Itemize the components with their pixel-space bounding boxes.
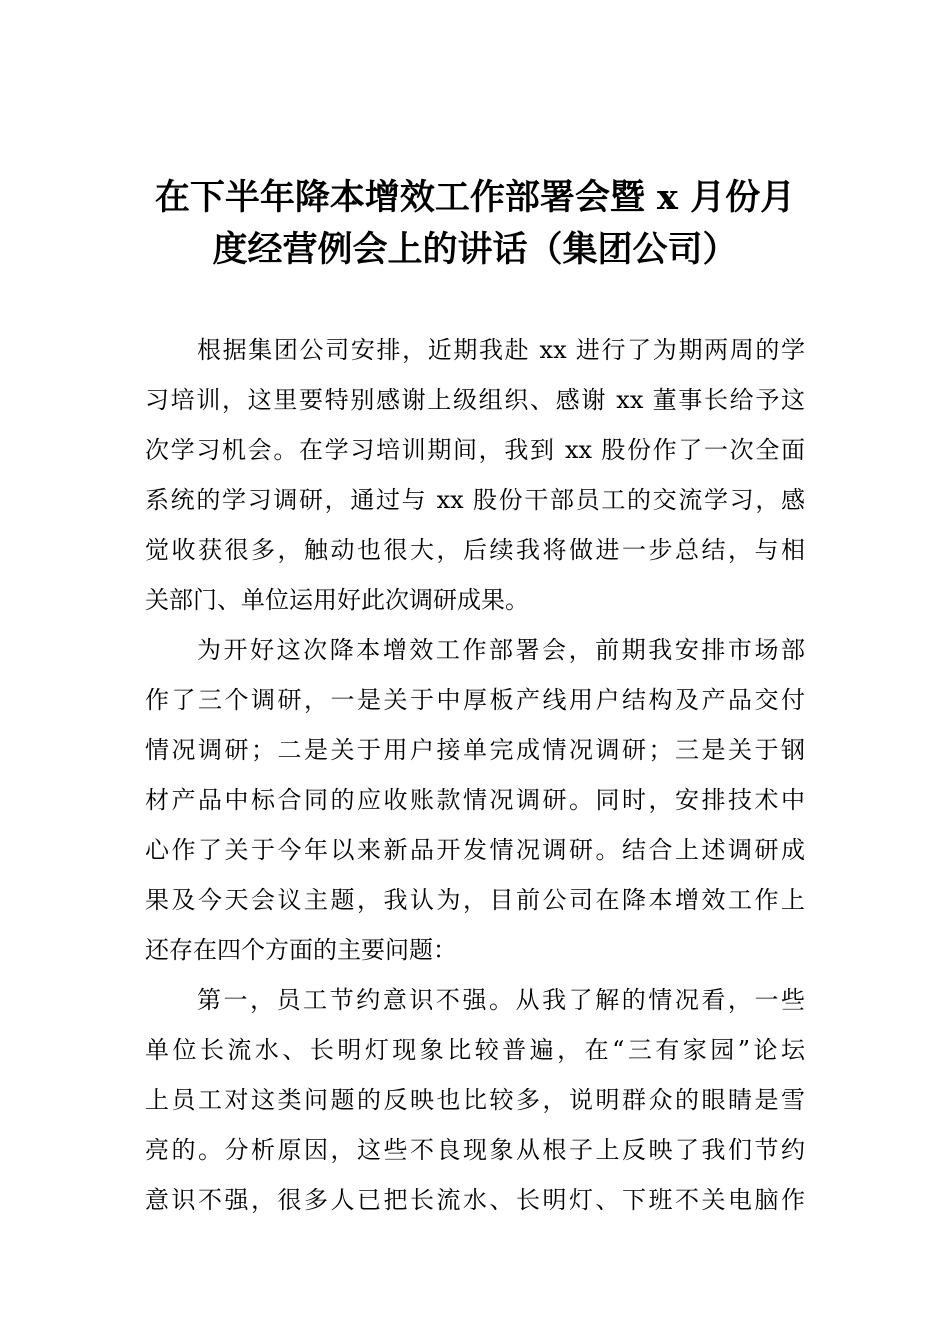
text-line: 系统的学习调研，通过与 xx 股份干部员工的交流学习，感 (145, 486, 805, 514)
text-line: 心作了关于今年以来新品开发情况调研。结合上述调研成 (145, 836, 805, 864)
paragraph-3 (145, 975, 805, 1225)
text-line: 根据集团公司安排，近期我赴 xx 进行了为期两周的学 (197, 336, 805, 364)
text-line: 为开好这次降本增效工作部署会，前期我安排市场部 (197, 636, 805, 664)
text-line: 还存在四个方面的主要问题： (145, 936, 457, 964)
text-line: 次学习机会。在学习培训期间，我到 xx 股份作了一次全面 (145, 436, 805, 464)
text-line: 关部门、单位运用好此次调研成果。 (145, 586, 529, 614)
text-line: 亮的。分析原因，这些不良现象从根子上反映了我们节约 (145, 1136, 805, 1164)
text-line: 第一，员工节约意识不强。从我了解的情况看，一些 (197, 986, 805, 1014)
text-line: 情况调研；二是关于用户接单完成情况调研；三是关于钢 (145, 736, 805, 764)
text-line: 意识不强，很多人已把长流水、长明灯、下班不关电脑作 (145, 1186, 805, 1214)
text-line: 上员工对这类问题的反映也比较多，说明群众的眼睛是雪 (145, 1086, 805, 1114)
document-title (130, 172, 820, 276)
title-line-2: 度经营例会上的讲话（集团公司） (212, 229, 738, 270)
text-line: 材产品中标合同的应收账款情况调研。同时，安排技术中 (145, 786, 805, 814)
paragraph-1 (145, 325, 805, 625)
text-line: 单位长流水、长明灯现象比较普遍，在“三有家园”论坛 (145, 1036, 805, 1064)
text-line: 习培训，这里要特别感谢上级组织、感谢 xx 董事长给予这 (145, 386, 805, 414)
paragraph-2 (145, 625, 805, 975)
document-body (145, 325, 805, 1225)
text-line: 作了三个调研，一是关于中厚板产线用户结构及产品交付 (145, 686, 805, 714)
text-line: 果及今天会议主题，我认为，目前公司在降本增效工作上 (145, 886, 805, 914)
title-line-1: 在下半年降本增效工作部署会暨 x 月份月 (154, 177, 796, 218)
text-line: 觉收获很多，触动也很大，后续我将做进一步总结，与相 (145, 536, 805, 564)
